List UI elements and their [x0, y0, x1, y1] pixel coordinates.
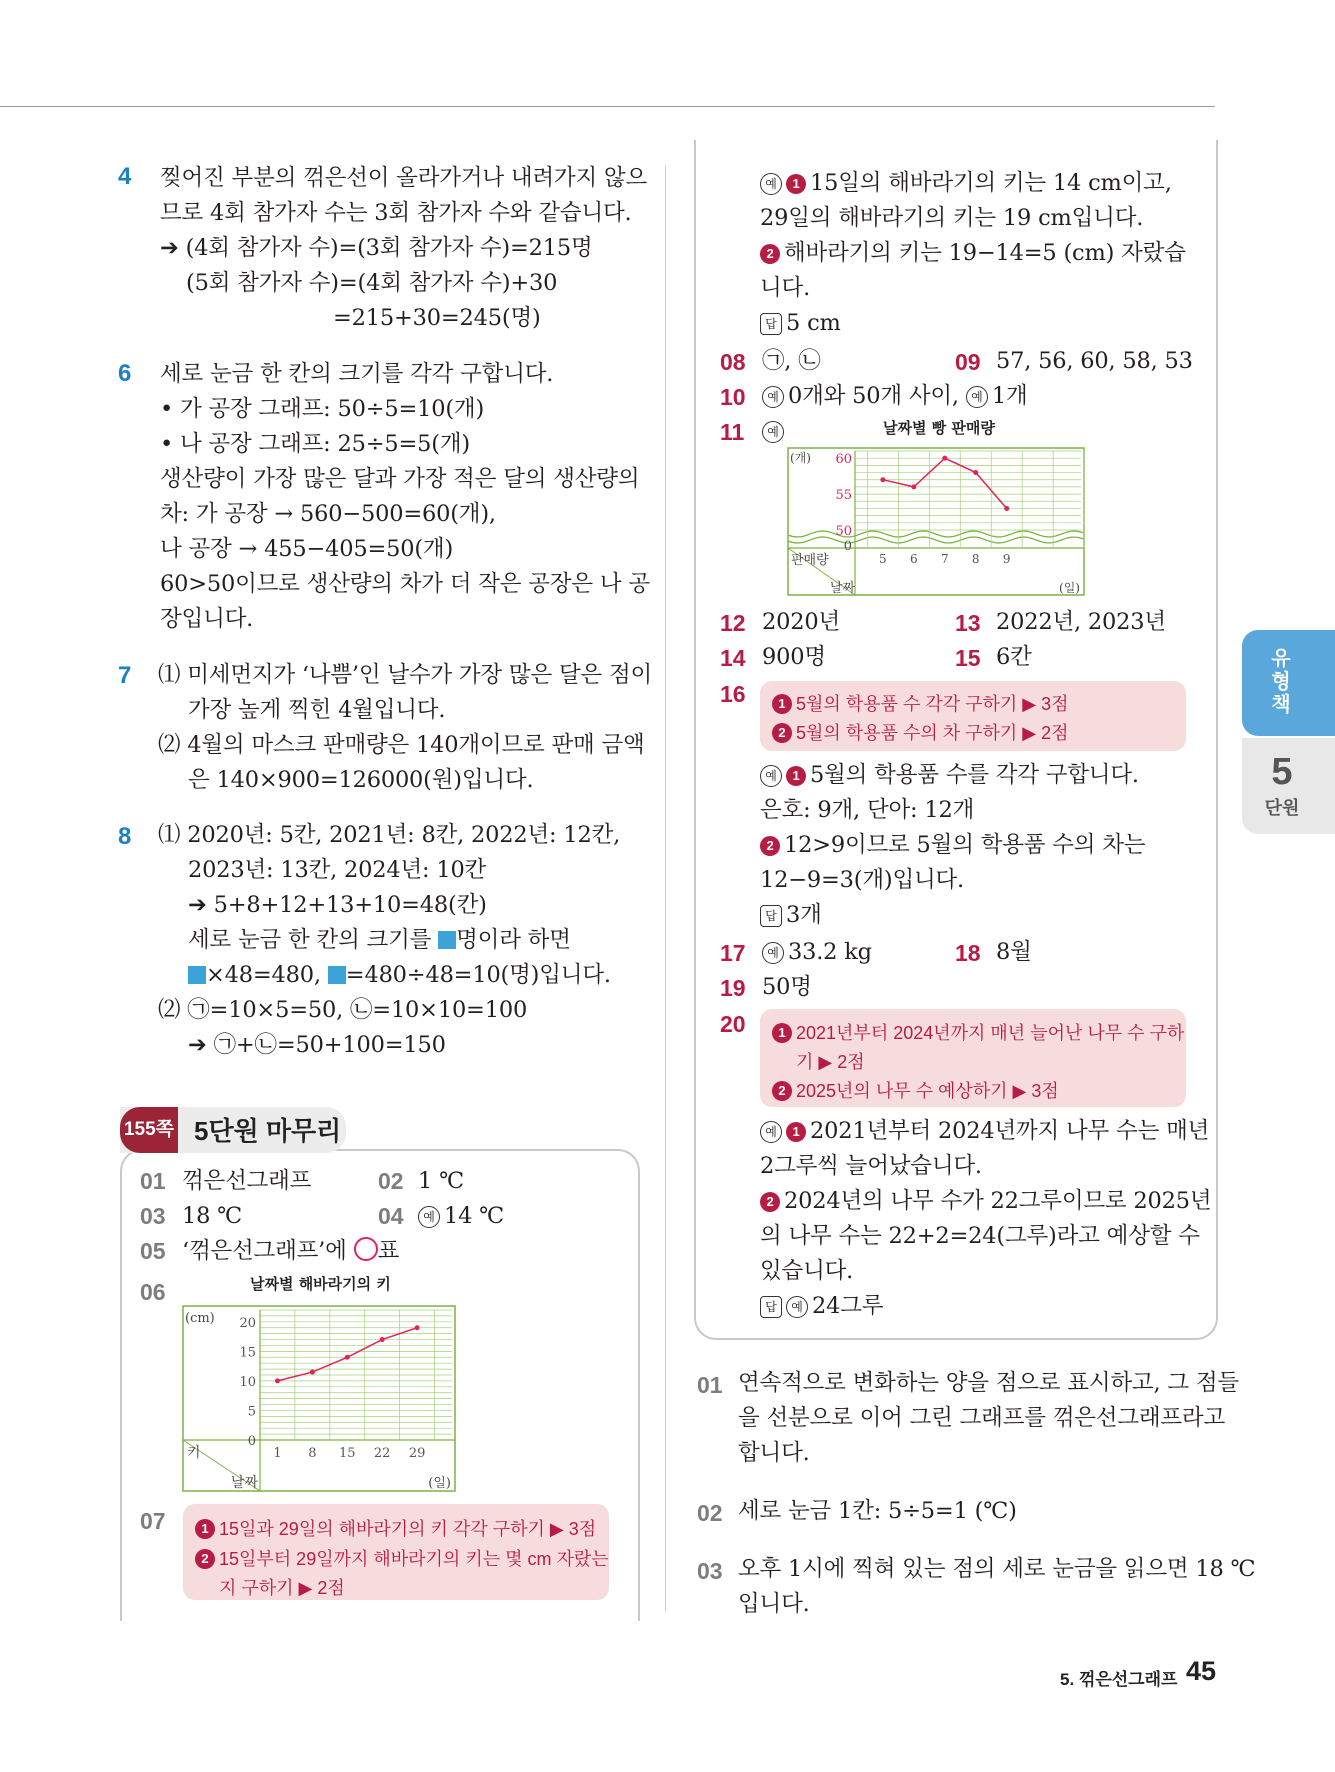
x-tick-label: 22	[373, 1446, 391, 1461]
blue-square-icon	[328, 966, 346, 984]
x-tick-label: 5	[879, 552, 887, 566]
text-line: 예 1 2021년부터 2024년까지 나무 수는 매년	[760, 1114, 1209, 1149]
y-tick-label: 5	[247, 1404, 256, 1420]
problem-number: 6	[118, 360, 132, 387]
answer-number: 01	[697, 1372, 723, 1398]
text-line: 2 해바라기의 키는 19−14=5 (cm) 자랐습	[760, 236, 1186, 271]
step-2-icon: 2	[772, 1081, 792, 1101]
text-line: 세로 눈금 한 칸의 크기를 각각 구합니다.	[160, 361, 554, 387]
x-tick-label: 8	[971, 552, 980, 566]
text-line: 예 1 5월의 학용품 수를 각각 구합니다.	[760, 758, 1139, 793]
answer-number: 04	[378, 1203, 404, 1229]
text-line: 2그루씩 늘어났습니다.	[760, 1153, 982, 1179]
answer-number: 02	[378, 1168, 404, 1194]
answer-line: 답 3개	[760, 898, 822, 933]
answer-text: 1 ℃	[418, 1168, 465, 1194]
data-point	[942, 456, 947, 461]
answer-text: 예 14 ℃	[418, 1199, 504, 1234]
example-icon: 예	[786, 1296, 808, 1318]
text-line: 니다.	[760, 275, 811, 301]
step-2-icon: 2	[772, 723, 792, 743]
y-tick-label: 50	[835, 524, 852, 539]
y-tick-label: 55	[835, 488, 852, 504]
answer-number: 12	[720, 610, 746, 636]
answer-text: 6칸	[996, 644, 1032, 670]
answer-icon: 답	[760, 905, 782, 927]
rubric-line: 5월의 학용품 수의 차 구하기 ▶ 2점	[796, 723, 1069, 743]
step-2-icon: 2	[760, 244, 780, 264]
answer-number: 14	[720, 645, 746, 671]
rubric-line: 5월의 학용품 수 각각 구하기 ▶ 3점	[796, 694, 1069, 714]
example-icon: 예	[760, 765, 782, 787]
text-line: 세로 눈금 한 칸의 크기를 명이라 하면	[188, 927, 571, 953]
circle-mark-icon	[354, 1237, 378, 1261]
answer-number: 09	[955, 349, 981, 375]
tab-unit[interactable]	[1242, 738, 1335, 834]
answer-text: 예 33.2 kg	[762, 935, 872, 970]
x-tick-label: 7	[940, 552, 949, 566]
rubric-line: 기 ▶ 2점	[796, 1052, 865, 1072]
answer-text: 50명	[762, 974, 812, 1000]
rubric-line: 15일과 29일의 해바라기의 키 각각 구하기 ▶ 3점	[219, 1519, 597, 1539]
text-line: 차: 가 공장 → 560−500=60(개),	[160, 501, 496, 527]
answer-number: 19	[720, 975, 746, 1001]
step-2-icon: 2	[760, 1192, 780, 1212]
rubric-line: 15일부터 29일까지 해바라기의 키는 몇 cm 자랐는	[219, 1549, 609, 1569]
answer-number: 01	[140, 1168, 166, 1194]
data-point	[415, 1325, 420, 1330]
text-line: 생산량이 가장 많은 달과 가장 적은 달의 생산량의	[160, 466, 640, 492]
text-line: 2 2024년의 나무 수가 22그루이므로 2025년	[760, 1184, 1211, 1219]
answer-number: 03	[140, 1203, 166, 1229]
answer-number: 20	[720, 1011, 746, 1037]
text-line: 을 선분으로 이어 그린 그래프를 꺾은선그래프라고	[738, 1405, 1225, 1431]
answer-number: 16	[720, 681, 746, 707]
y-tick-label: 0	[843, 539, 852, 554]
chart-frame	[788, 448, 1084, 595]
step-1-icon: 1	[772, 1023, 792, 1043]
problem-number: 4	[118, 163, 132, 190]
y-tick-label: 0	[247, 1434, 256, 1449]
answer-text: 900명	[762, 644, 826, 670]
page-number: 45	[1186, 1656, 1217, 1686]
data-point	[911, 484, 916, 489]
answer-line: 답 예 24그루	[760, 1289, 883, 1324]
step-1-icon: 1	[772, 694, 792, 714]
answer-number: 18	[955, 940, 981, 966]
text-line: 의 나무 수는 22+2=24(그루)라고 예상할 수	[760, 1223, 1200, 1249]
text-line: 나 공장 → 455−405=50(개)	[160, 536, 454, 562]
answer-number: 05	[140, 1238, 166, 1264]
text-line: ⑵ 4월의 마스크 판매량은 140개이므로 판매 금액	[158, 732, 645, 758]
answer-number: 15	[955, 645, 981, 671]
text-line: • 가 공장 그래프: 50÷5=10(개)	[160, 396, 485, 422]
text-line: 예 1 15일의 해바라기의 키는 14 cm이고,	[760, 166, 1172, 201]
answer-number: 11	[720, 419, 745, 445]
answer-text: ‘꺾은선그래프’에 표	[182, 1238, 400, 1264]
data-point	[345, 1355, 350, 1360]
answer-text: 예 0개와 50개 사이, 예 1개	[762, 379, 1028, 414]
text-line: 오후 1시에 찍혀 있는 점의 세로 눈금을 읽으면 18 ℃	[738, 1556, 1256, 1582]
x-unit-label: (일)	[1059, 581, 1080, 595]
text-line: 은 140×900=126000(원)입니다.	[188, 767, 534, 793]
footer-chapter: 5. 꺾은선그래프	[1060, 1670, 1178, 1689]
answer-number: 02	[697, 1500, 723, 1526]
text-line: (5회 참가자 수)=(4회 참가자 수)+30	[186, 270, 558, 296]
text-line: 입니다.	[738, 1591, 810, 1617]
problem-number: 7	[118, 662, 132, 689]
text-line: ⑴ 미세먼지가 ‘나쁨’인 날수가 가장 많은 달은 점이	[158, 662, 653, 688]
step-1-icon: 1	[786, 174, 806, 194]
top-rule	[0, 106, 1215, 107]
x-tick-label: 9	[1002, 552, 1011, 566]
y-axis-title: 판매량	[791, 553, 829, 568]
x-unit-label: (일)	[428, 1476, 451, 1491]
answer-number: 06	[140, 1279, 166, 1305]
section-title: 5단원 마무리	[194, 1116, 342, 1146]
answer-line: 답 5 cm	[760, 306, 841, 341]
y-axis-title: 키	[187, 1445, 201, 1461]
text-line: ➔ (4회 참가자 수)=(3회 참가자 수)=215명	[160, 235, 593, 261]
text-line: 2023년: 13칸, 2024년: 10칸	[188, 857, 487, 883]
badge-page: 155쪽	[120, 1107, 178, 1153]
x-axis-title: 날짜	[830, 581, 856, 596]
answer-number: 17	[720, 940, 746, 966]
example-icon: 예	[762, 942, 784, 964]
text-line: ➔ 5+8+12+13+10=48(칸)	[188, 892, 487, 918]
step-2-icon: 2	[195, 1549, 215, 1569]
rubric-line: 2021년부터 2024년까지 매년 늘어난 나무 수 구하	[796, 1023, 1185, 1043]
step-2-icon: 2	[760, 836, 780, 856]
answer-number: 08	[720, 349, 746, 375]
example-icon: 예	[762, 386, 784, 408]
text-line: ⑴ 2020년: 5칸, 2021년: 8칸, 2022년: 12칸,	[158, 822, 621, 848]
x-tick-label: 29	[408, 1446, 426, 1461]
answer-number: 13	[955, 610, 981, 636]
y-unit-label: (개)	[790, 451, 811, 465]
unit-number: 5	[1271, 751, 1293, 793]
example-icon: 예	[760, 173, 782, 195]
sunflower-height-chart	[180, 1270, 465, 1495]
y-unit-label: (cm)	[185, 1311, 215, 1326]
scoring-rubric	[760, 1009, 1186, 1107]
step-1-icon: 1	[195, 1519, 215, 1539]
tab-label: 유형책	[1271, 648, 1291, 716]
example-icon: 예	[762, 421, 784, 443]
answer-text: 2020년	[762, 609, 840, 635]
rubric-line: 2025년의 나무 수 예상하기 ▶ 3점	[796, 1081, 1059, 1101]
text-line: ➔ ㉠+㉡=50+100=150	[188, 1032, 446, 1058]
scoring-rubric	[760, 681, 1186, 751]
text-line: 세로 눈금 1칸: 5÷5=1 (℃)	[738, 1498, 1017, 1524]
scoring-rubric	[183, 1504, 609, 1600]
text-line: 은호: 9개, 단아: 12개	[760, 797, 975, 823]
answer-number: 03	[697, 1558, 723, 1584]
answer-icon: 답	[760, 313, 782, 335]
example-icon: 예	[418, 1206, 440, 1228]
text-line: 12−9=3(개)입니다.	[760, 867, 965, 893]
example-icon: 예	[966, 386, 988, 408]
answer-text: 8월	[996, 939, 1032, 965]
text-line: 있습니다.	[760, 1258, 854, 1284]
x-tick-label: 8	[308, 1446, 317, 1461]
data-point	[973, 470, 978, 475]
text-line: 연속적으로 변화하는 양을 점으로 표시하고, 그 점들	[738, 1370, 1239, 1396]
unit-label: 단원	[1264, 798, 1300, 818]
text-line: 장입니다.	[160, 606, 254, 632]
answer-text: 2022년, 2023년	[996, 609, 1166, 635]
data-point	[1004, 506, 1009, 511]
x-tick-label: 15	[338, 1446, 356, 1461]
text-line: 찢어진 부분의 꺾은선이 올라가거나 내려가지 않으	[160, 165, 647, 191]
x-tick-label: 6	[910, 552, 918, 566]
data-point	[310, 1370, 315, 1375]
data-point	[275, 1378, 280, 1383]
column-divider	[665, 166, 666, 1612]
y-tick-label: 10	[239, 1374, 256, 1390]
bread-sales-chart	[785, 418, 1090, 598]
y-tick-label: 60	[835, 452, 852, 468]
rubric-line: 지 구하기 ▶ 2점	[219, 1578, 345, 1598]
text-line: • 나 공장 그래프: 25÷5=5(개)	[160, 431, 470, 457]
answer-icon: 답	[760, 1296, 782, 1318]
blue-square-icon	[188, 966, 206, 984]
blue-square-icon	[438, 931, 456, 949]
y-tick-label: 20	[239, 1315, 256, 1331]
answer-text: 18 ℃	[182, 1203, 243, 1229]
data-point	[880, 477, 885, 482]
problem-number: 8	[118, 823, 132, 850]
step-1-icon: 1	[786, 1122, 806, 1142]
text-line: 29일의 해바라기의 키는 19 cm입니다.	[760, 205, 1144, 231]
text-line: ×48=480, =480÷48=10(명)입니다.	[188, 958, 611, 993]
answer-text: ㉠, ㉡	[762, 348, 821, 374]
data-point	[380, 1337, 385, 1342]
text-line: ⑵ ㉠=10×5=50, ㉡=10×10=100	[158, 997, 528, 1023]
answer-text: 57, 56, 60, 58, 53	[996, 348, 1193, 374]
x-axis-title: 날짜	[231, 1475, 259, 1491]
x-tick-label: 1	[273, 1446, 282, 1461]
text-line: 60>50이므로 생산량의 차가 더 작은 공장은 나 공	[160, 571, 650, 597]
y-tick-label: 15	[239, 1345, 256, 1361]
example-icon: 예	[760, 1121, 782, 1143]
text-line: 므로 4회 참가자 수는 3회 참가자 수와 같습니다.	[160, 200, 632, 226]
step-1-icon: 1	[786, 766, 806, 786]
text-line: 2 12>9이므로 5월의 학용품 수의 차는	[760, 828, 1145, 863]
answer-number: 07	[140, 1508, 166, 1534]
text-line: =215+30=245(명)	[333, 305, 541, 331]
answer-text: 꺾은선그래프	[182, 1168, 312, 1194]
chart-title: 날짜별 해바라기의 키	[250, 1275, 391, 1293]
tab-type-book[interactable]	[1242, 630, 1335, 736]
text-line: 합니다.	[738, 1440, 810, 1466]
chart-title: 날짜별 빵 판매량	[883, 419, 995, 437]
answer-number: 10	[720, 384, 746, 410]
text-line: 가장 높게 찍힌 4월입니다.	[188, 697, 446, 723]
